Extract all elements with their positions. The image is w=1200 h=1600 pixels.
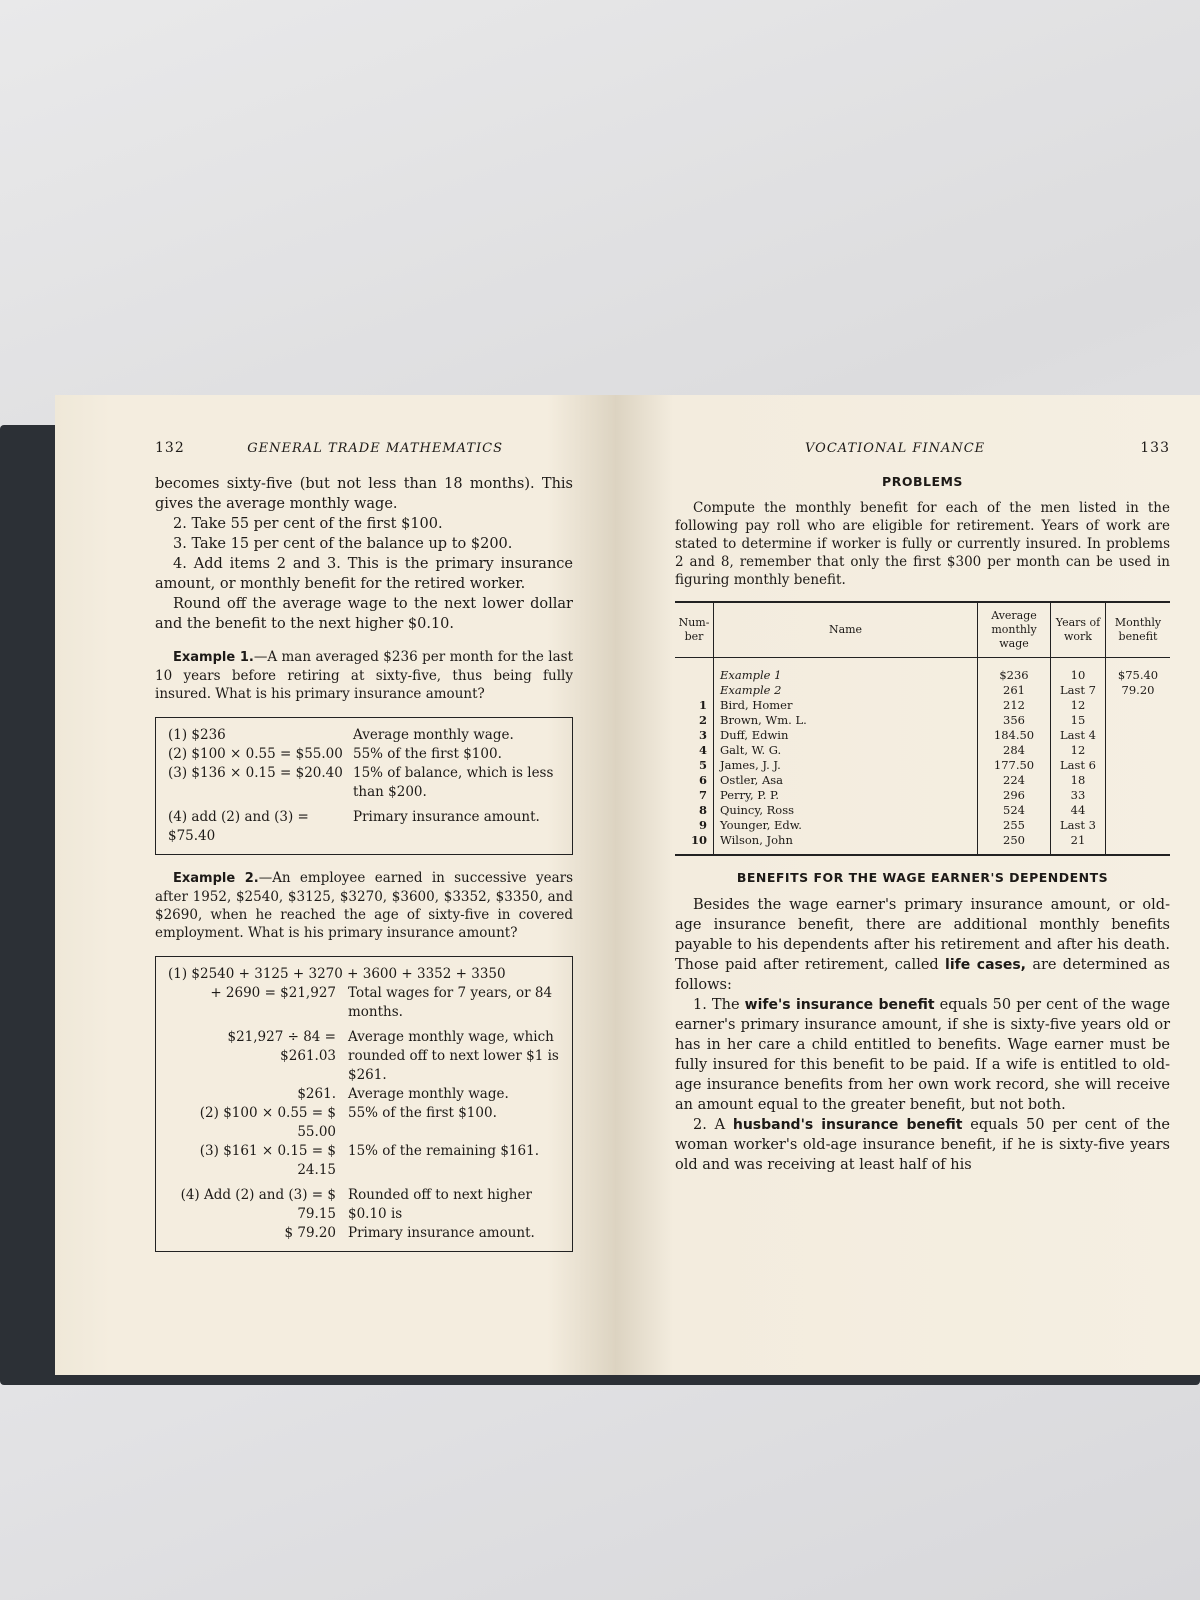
row-years: 44 (1051, 803, 1106, 818)
row-wage: 296 (978, 788, 1051, 803)
row-number: 4 (698, 743, 707, 757)
row-years: 33 (1051, 788, 1106, 803)
box-row (168, 1186, 560, 1224)
row-wage: $236 (978, 658, 1051, 684)
problems-paragraph: Compute the monthly benefit for each of the men listed in the following pay roll who are eligible for retirement. Years of work are stated to determine if worker is fully or currently insured. In problems 2 and 8, remember that only the first $300 per month can be used in figuring monthly benefit. (675, 500, 1170, 588)
table-row (675, 728, 1170, 743)
box-row (168, 1104, 560, 1142)
left-running-head (155, 440, 573, 456)
benefits-text: Besides the wage earner's primary insurance amount, or old-age insurance benefit, there are additional monthly benefits payable to his dependents after his retirement and after his death. Those paid after retirement, called (675, 897, 1170, 973)
calc: $21,927 ÷ 84 = $261.03 (227, 1029, 336, 1064)
row-number: 1 (698, 698, 707, 712)
row-name: Bird, Homer (714, 698, 978, 713)
calc: + 2690 = $21,927 (210, 985, 336, 1001)
table-row (675, 788, 1170, 803)
row-number: 9 (698, 818, 707, 832)
row-name: Perry, P. P. (714, 788, 978, 803)
desc: Average monthly wage. (353, 727, 514, 743)
table-row (675, 818, 1170, 833)
life-cases-term: life cases, (945, 957, 1027, 973)
calc: (4) add (2) and (3) = $75.40 (168, 809, 309, 844)
desc: 15% of balance, which is less than $200. (353, 765, 554, 800)
row-years: Last 7 (1051, 683, 1106, 698)
row-number: 8 (698, 803, 707, 817)
item-1-start: 1. The (693, 997, 740, 1013)
payroll-table (675, 601, 1170, 856)
box-row (168, 1028, 560, 1085)
page-number: 133 (1140, 440, 1170, 456)
row-name: Ostler, Asa (714, 773, 978, 788)
row-wage: 356 (978, 713, 1051, 728)
row-wage: 184.50 (978, 728, 1051, 743)
row-years: Last 3 (1051, 818, 1106, 833)
benefits-heading: BENEFITS FOR THE WAGE EARNER'S DEPENDENTS (736, 870, 1109, 885)
table-row (675, 683, 1170, 698)
box-row (168, 726, 560, 745)
desc: 55% of the first $100. (348, 1105, 497, 1121)
row-number: 7 (698, 788, 707, 802)
desc: Average monthly wage. (348, 1086, 509, 1102)
calc: (2) $100 × 0.55 = $55.00 (168, 746, 343, 762)
calc: (4) Add (2) and (3) = $ 79.15 (180, 1187, 336, 1222)
row-wage: 255 (978, 818, 1051, 833)
row-years: 10 (1051, 658, 1106, 684)
desc: Primary insurance amount. (348, 1225, 535, 1241)
page-number: 132 (155, 440, 185, 456)
table-row (675, 773, 1170, 788)
round-off-paragraph: Round off the average wage to the next lower dollar and the benefit to the next higher $0.10. (155, 596, 573, 632)
row-years: Last 6 (1051, 758, 1106, 773)
box-row (168, 1085, 560, 1104)
row-name: Younger, Edw. (714, 818, 978, 833)
box-row (168, 808, 560, 846)
table-row (675, 713, 1170, 728)
desc: Rounded off to next higher $0.10 is (348, 1187, 532, 1222)
row-years: 12 (1051, 698, 1106, 713)
row-benefit: 79.20 (1106, 683, 1171, 698)
desc: 55% of the first $100. (353, 746, 502, 762)
item-1 (675, 995, 1170, 1115)
row-years: Last 4 (1051, 728, 1106, 743)
item-1-term: wife's insurance benefit (744, 997, 935, 1013)
row-number (675, 658, 714, 684)
header-number: Num-ber (675, 602, 714, 658)
table-row (675, 658, 1170, 684)
row-benefit (1106, 803, 1171, 818)
row-wage: 224 (978, 773, 1051, 788)
table-row (675, 743, 1170, 758)
benefits-text-end: are determined as follows: (675, 957, 1170, 993)
row-name: Example 2 (714, 683, 978, 698)
row-wage: 284 (978, 743, 1051, 758)
example-2 (155, 869, 573, 942)
row-name: Example 1 (714, 658, 978, 684)
box-row (168, 984, 560, 1022)
row-number: 10 (690, 833, 707, 847)
row-benefit: $75.40 (1106, 658, 1171, 684)
row-benefit (1106, 758, 1171, 773)
desc: Average monthly wage, which rounded off to next lower $1 is $261. (348, 1029, 559, 1083)
row-name: Galt, W. G. (714, 743, 978, 758)
item-2-term: husband's insurance benefit (732, 1117, 963, 1133)
calc: (1) $236 (168, 727, 226, 743)
step-3: 3. Take 15 per cent of the balance up to $200. (173, 536, 513, 552)
row-years: 21 (1051, 833, 1106, 855)
row-name: Quincy, Ross (714, 803, 978, 818)
header-benefit: Monthly benefit (1106, 602, 1171, 658)
calc: $ 79.20 (284, 1225, 336, 1241)
desc: 15% of the remaining $161. (348, 1143, 540, 1159)
step-2: 2. Take 55 per cent of the first $100. (173, 516, 443, 532)
row-benefit (1106, 728, 1171, 743)
table-header-row (675, 602, 1170, 658)
calc: (2) $100 × 0.55 = $ 55.00 (199, 1105, 336, 1140)
row-wage: 250 (978, 833, 1051, 855)
row-number (675, 683, 714, 698)
table-row (675, 698, 1170, 713)
paragraph: becomes sixty-five (but not less than 18 months). This gives the average monthly wage. (155, 476, 573, 512)
header-wage: Average monthly wage (978, 602, 1051, 658)
example-2-text: —An employee earned in successive years after 1952, $2540, $3125, $3270, $3600, $3352, $3350, and $2690, when he reached the age of sixty-five in covered employment. What is his primary insurance amount? (155, 870, 573, 941)
table-body (675, 658, 1170, 856)
running-head-title: VOCATIONAL FINANCE (805, 441, 986, 456)
row-benefit (1106, 818, 1171, 833)
row-benefit (1106, 698, 1171, 713)
row-benefit (1106, 833, 1171, 855)
benefits-paragraph (675, 895, 1170, 995)
table-row (675, 833, 1170, 855)
example-1-text: —A man averaged $236 per month for the last 10 years before retiring at sixty-five, thus being fully insured. What is his primary insurance amount? (155, 649, 573, 702)
row-name: Brown, Wm. L. (714, 713, 978, 728)
item-2 (675, 1115, 1170, 1175)
row-wage: 177.50 (978, 758, 1051, 773)
calc: (3) $161 × 0.15 = $ 24.15 (199, 1143, 336, 1178)
row-benefit (1106, 773, 1171, 788)
right-running-head (675, 440, 1170, 456)
row-wage: 524 (978, 803, 1051, 818)
row-name: James, J. J. (714, 758, 978, 773)
problems-heading: PROBLEMS (882, 474, 963, 489)
item-1-text: equals 50 per cent of the wage earner's primary insurance amount, if she is sixty-five years old or has in her care a child entitled to benefits. Wage earner must be fully insured for this benefit to be paid. If a wife is entitled to old-age insurance benefits from her own work record, she will receive an amount equal to the greater benefit, but not both. (675, 997, 1171, 1113)
row-name: Wilson, John (714, 833, 978, 855)
row-years: 12 (1051, 743, 1106, 758)
example-1-label: Example 1. (173, 650, 254, 665)
step-4: 4. Add items 2 and 3. This is the primary insurance amount, or monthly benefit for the retired worker. (155, 556, 573, 592)
row-number: 6 (698, 773, 707, 787)
calc: (3) $136 × 0.15 = $20.40 (168, 765, 343, 781)
table-row (675, 758, 1170, 773)
row-number: 5 (698, 758, 707, 772)
box-row (168, 1224, 560, 1243)
header-years: Years of work (1051, 602, 1106, 658)
example-2-box (155, 956, 573, 1252)
row-wage: 261 (978, 683, 1051, 698)
box-line: (1) $2540 + 3125 + 3270 + 3600 + 3352 + 3350 (168, 966, 506, 982)
row-wage: 212 (978, 698, 1051, 713)
example-2-label: Example 2. (173, 871, 259, 886)
left-page (55, 395, 615, 1375)
running-head-title: GENERAL TRADE MATHEMATICS (247, 441, 503, 456)
box-row (168, 1142, 560, 1180)
example-1 (155, 648, 573, 703)
calc: $261. (297, 1086, 336, 1102)
row-years: 15 (1051, 713, 1106, 728)
row-name: Duff, Edwin (714, 728, 978, 743)
table-row (675, 803, 1170, 818)
desc: Total wages for 7 years, or 84 months. (348, 985, 553, 1020)
row-number: 3 (698, 728, 707, 742)
item-2-start: 2. A (693, 1117, 726, 1133)
header-name: Name (714, 602, 978, 658)
row-number: 2 (698, 713, 707, 727)
row-benefit (1106, 788, 1171, 803)
right-page (615, 395, 1200, 1375)
row-benefit (1106, 713, 1171, 728)
row-years: 18 (1051, 773, 1106, 788)
example-1-box (155, 717, 573, 855)
box-row (168, 764, 560, 802)
box-row (168, 745, 560, 764)
desc: Primary insurance amount. (353, 809, 540, 825)
item-2-text: equals 50 per cent of the woman worker's old-age insurance benefit, if he is sixty-five years old and was receiving at least half of his (675, 1117, 1171, 1173)
row-benefit (1106, 743, 1171, 758)
